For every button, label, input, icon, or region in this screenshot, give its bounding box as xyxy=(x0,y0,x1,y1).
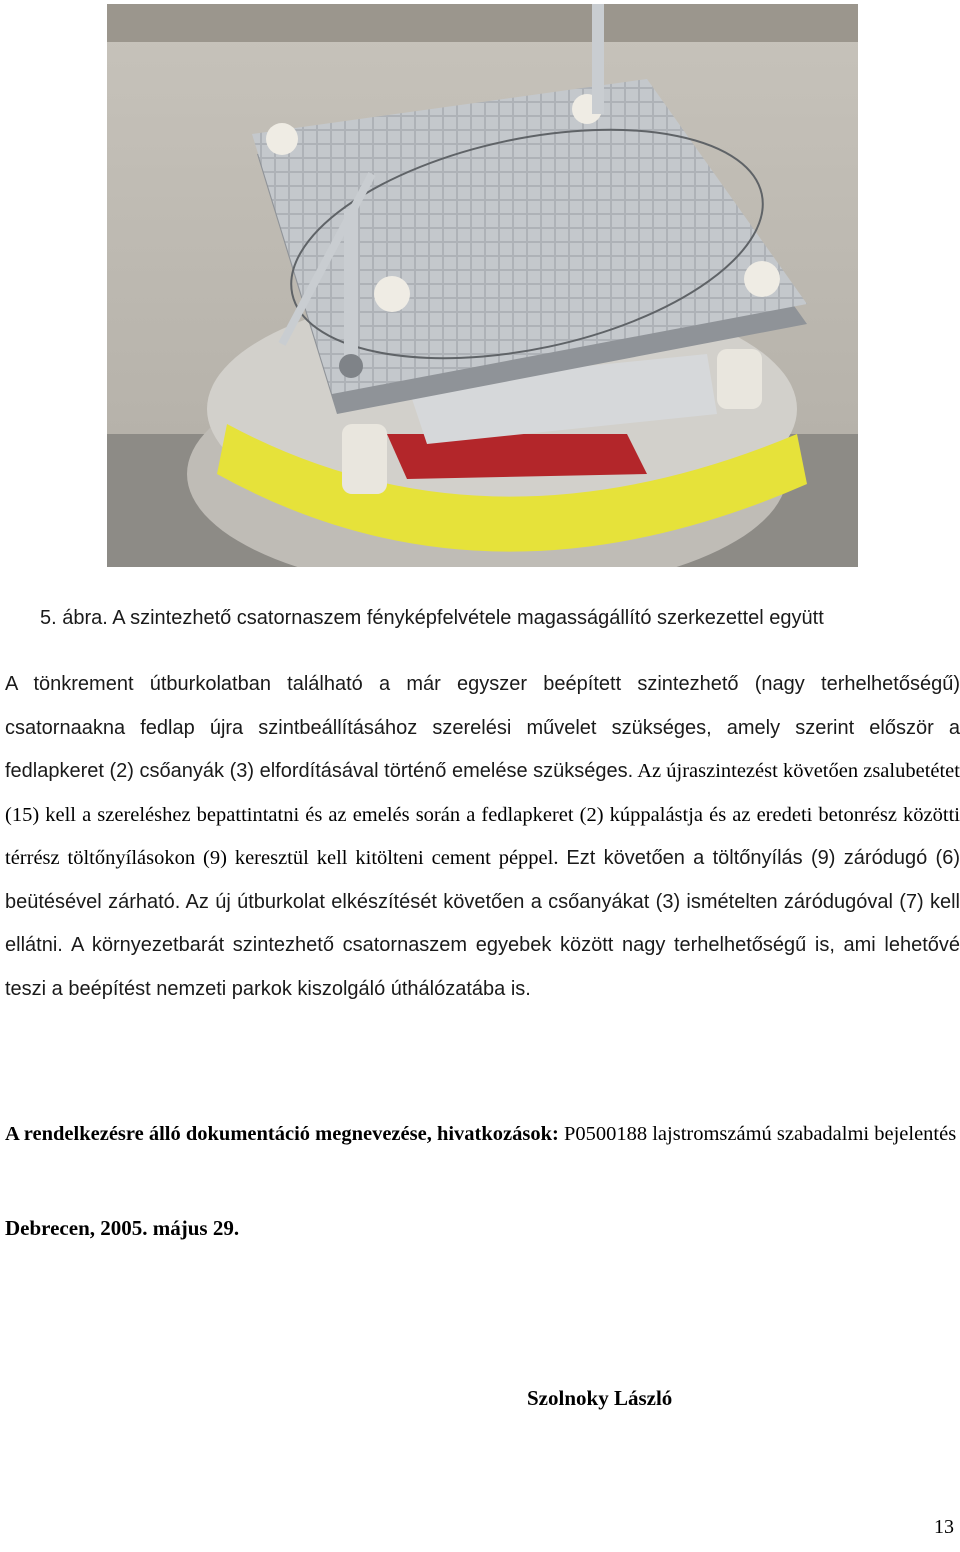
figure-caption xyxy=(40,604,824,632)
documentation-text: P0500188 lajstromszámú szabadalmi bejelentés xyxy=(563,1123,957,1145)
body-paragraph-part-b: Az újraszintezést követően zsalubetétet (15) kell a szereléshez bepattintatni és az emelés során a fedlapkeret (2) kúppalástja és az eredeti betonrész közötti térrész töltőnyílásokon (9) keresztül kell kitölteni cement péppel. xyxy=(5,760,960,869)
body-paragraph xyxy=(5,663,960,1011)
manhole-photo-drawing xyxy=(107,4,858,567)
body-paragraph-part-d: A környezetbarát szintezhető csatornaszem egyebek között nagy terhelhetőségű is, ami lehetővé teszi a beépítést nemzeti parkok kiszolgáló úthálózatába is. xyxy=(5,934,960,1000)
figure-caption-number: 5. ábra. xyxy=(40,607,108,629)
body-paragraph-part-a: A tönkrement útburkolatban található a már egyszer beépített szintezhető (nagy terhelhetőségű) csatornaakna fedlap újra szintbeállításához szerelési művelet szükséges, amely szerint először a fedlapkeret (2) csőanyák (3) elfordításával történő emelése szükséges. xyxy=(5,673,960,782)
documentation-label: A rendelkezésre álló dokumentáció megnevezése, hivatkozások: xyxy=(5,1123,559,1145)
body-paragraph-part-c: Ezt követően a töltőnyílás (9) záródugó (6) beütésével zárható. Az új útburkolat elkészítését követően a csőanyákat (3) ismételten záródugóval (7) kell ellátni. xyxy=(5,847,960,956)
page-number: 13 xyxy=(934,1516,954,1538)
figure-caption-text: A szintezhető csatornaszem fényképfelvétele magasságállító szerkezettel együtt xyxy=(112,607,824,629)
documentation-paragraph xyxy=(5,1113,960,1157)
signature: Szolnoky László xyxy=(527,1386,673,1410)
date-line: Debrecen, 2005. május 29. xyxy=(5,1216,240,1240)
manhole-photo xyxy=(107,4,858,567)
